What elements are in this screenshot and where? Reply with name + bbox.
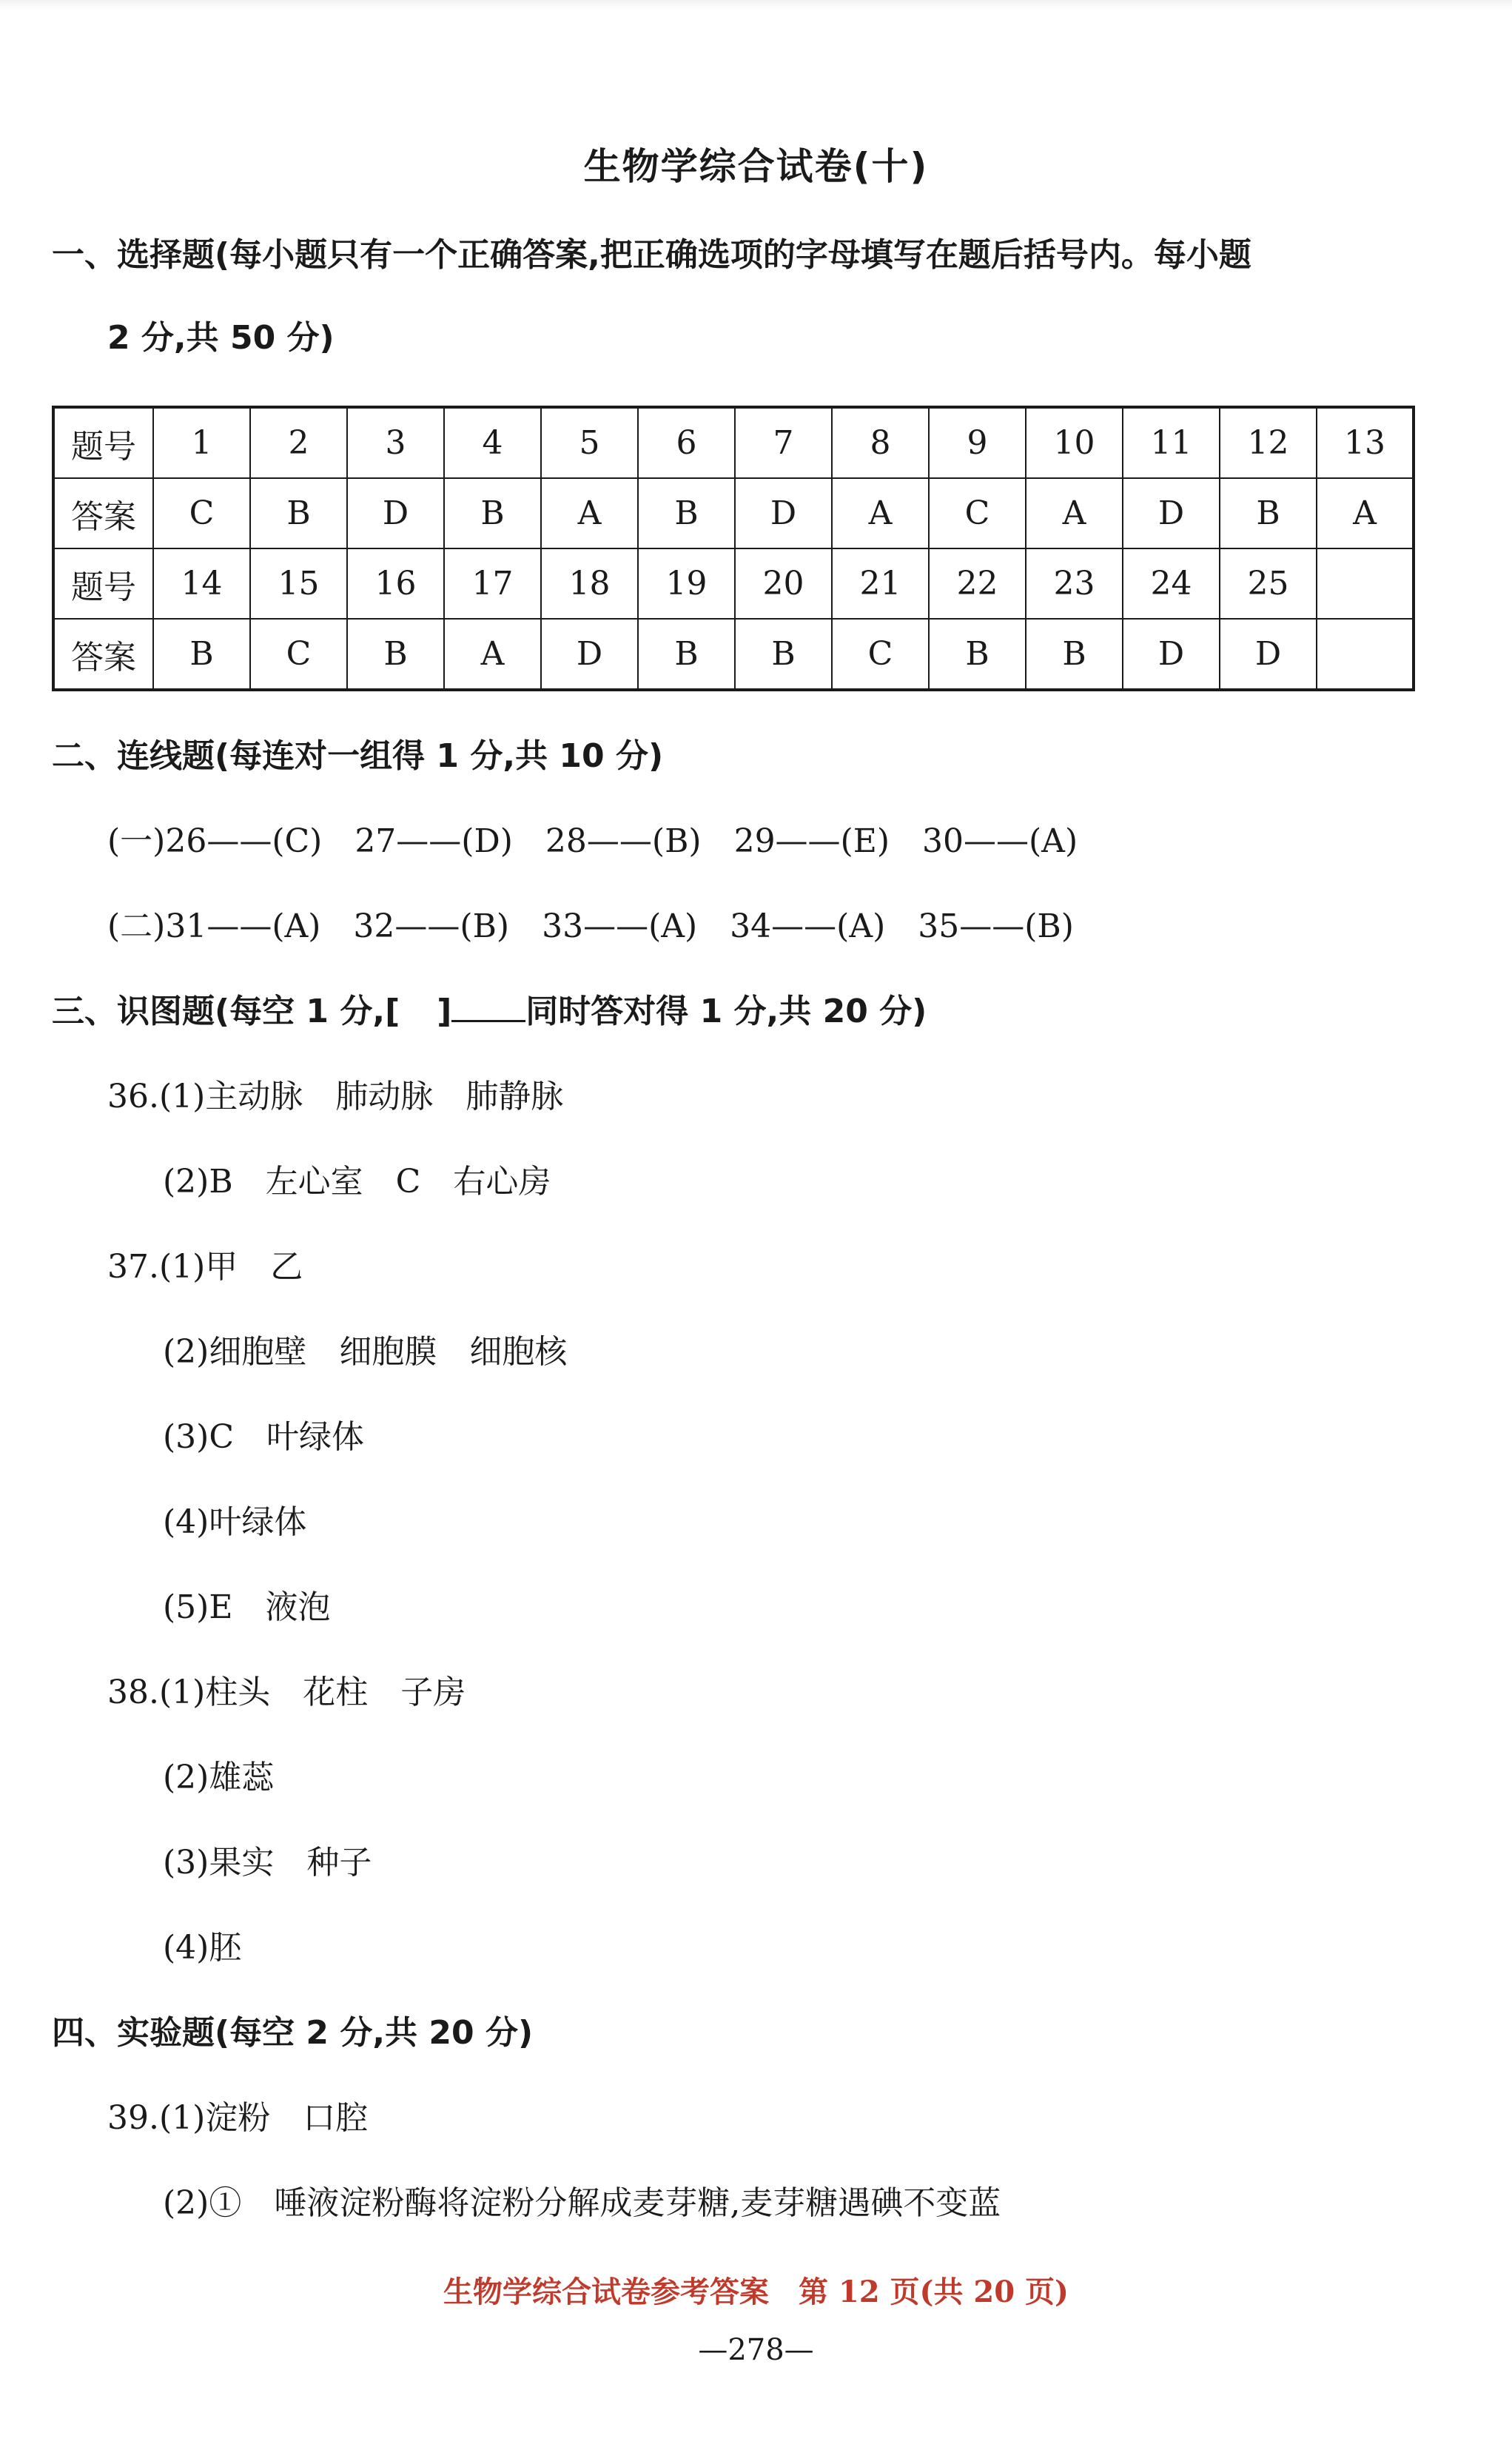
table-cell: 6: [638, 407, 735, 478]
scan-top-edge: [0, 0, 1512, 10]
question-number-row: [53, 548, 1414, 619]
table-cell: B: [444, 478, 541, 548]
table-cell: D: [735, 478, 832, 548]
answer-line: (2)① 唾液淀粉酶将淀粉分解成麦芽糖,麦芽糖遇碘不变蓝: [163, 2184, 1001, 2222]
table-cell: 9: [929, 407, 1026, 478]
answer-line: 39.(1)淀粉 口腔: [107, 2099, 369, 2137]
answer-line: (4)胚: [163, 1929, 242, 1967]
table-cell: B: [1026, 619, 1123, 690]
table-cell: [1317, 619, 1414, 690]
table-cell: 8: [832, 407, 929, 478]
table-cell: 5: [541, 407, 638, 478]
table-cell: B: [638, 478, 735, 548]
section3-heading-a: 三、识图题(每空 1 分,[: [52, 993, 400, 1030]
page-number: —278—: [698, 2333, 814, 2367]
table-cell: B: [250, 478, 347, 548]
answer-line: (2)B 左心室 C 右心房: [163, 1163, 551, 1201]
table-cell: A: [444, 619, 541, 690]
answer-line: (3)C 叶绿体: [163, 1418, 364, 1456]
table-cell: 2: [250, 407, 347, 478]
table-cell: D: [347, 478, 444, 548]
matching-line-1: (一)26——(C) 27——(D) 28——(B) 29——(E) 30——(A): [107, 822, 1078, 860]
table-cell: B: [638, 619, 735, 690]
matching-line-2: (二)31——(A) 32——(B) 33——(A) 34——(A) 35——(B): [107, 907, 1074, 945]
answer-row: [53, 478, 1414, 548]
page-footer: 生物学综合试卷参考答案 第 12 页(共 20 页): [443, 2275, 1069, 2309]
table-cell: 11: [1123, 407, 1220, 478]
table-cell: B: [929, 619, 1026, 690]
table-cell: 14: [153, 548, 250, 619]
table-cell: C: [929, 478, 1026, 548]
table-cell: 15: [250, 548, 347, 619]
table-cell: 10: [1026, 407, 1123, 478]
table-cell: 12: [1220, 407, 1317, 478]
table-cell: 19: [638, 548, 735, 619]
table-cell: 4: [444, 407, 541, 478]
table-cell: B: [735, 619, 832, 690]
table-cell: 22: [929, 548, 1026, 619]
row-label: 题号: [53, 407, 153, 478]
section2-heading: 二、连线题(每连对一组得 1 分,共 10 分): [52, 737, 664, 775]
answer-row: [53, 619, 1414, 690]
section3-heading-c: 同时答对得 1 分,共 20 分): [525, 993, 927, 1030]
table-cell: B: [347, 619, 444, 690]
table-cell: 18: [541, 548, 638, 619]
section4-heading: 四、实验题(每空 2 分,共 20 分): [52, 2014, 534, 2052]
row-label: 题号: [53, 548, 153, 619]
blank-underline: [451, 990, 525, 1022]
answer-line: (5)E 液泡: [163, 1588, 331, 1626]
table-cell: A: [1317, 478, 1414, 548]
table-cell: 20: [735, 548, 832, 619]
table-cell: 24: [1123, 548, 1220, 619]
table-cell: B: [153, 619, 250, 690]
table-cell: A: [541, 478, 638, 548]
table-cell: 23: [1026, 548, 1123, 619]
table-cell: C: [832, 619, 929, 690]
table-cell: 25: [1220, 548, 1317, 619]
row-label: 答案: [53, 619, 153, 690]
row-label: 答案: [53, 478, 153, 548]
answer-line: (2)雄蕊: [163, 1759, 275, 1796]
table-cell: [1317, 548, 1414, 619]
table-cell: A: [1026, 478, 1123, 548]
section3-heading: [52, 984, 927, 1032]
answer-line: 37.(1)甲 乙: [107, 1248, 303, 1286]
table-cell: D: [1123, 478, 1220, 548]
table-cell: 7: [735, 407, 832, 478]
table-cell: C: [153, 478, 250, 548]
table-cell: 21: [832, 548, 929, 619]
table-cell: D: [541, 619, 638, 690]
table-cell: B: [1220, 478, 1317, 548]
table-cell: 16: [347, 548, 444, 619]
answer-line: (3)果实 种子: [163, 1844, 372, 1882]
table-cell: 17: [444, 548, 541, 619]
page-title: 生物学综合试卷(十): [583, 145, 929, 188]
table-cell: A: [832, 478, 929, 548]
table-cell: D: [1123, 619, 1220, 690]
answer-line: (4)叶绿体: [163, 1503, 307, 1541]
table-cell: C: [250, 619, 347, 690]
table-cell: D: [1220, 619, 1317, 690]
table-cell: 13: [1317, 407, 1414, 478]
table-cell: 1: [153, 407, 250, 478]
answer-line: 38.(1)柱头 花柱 子房: [107, 1674, 466, 1711]
section1-heading: 一、选择题(每小题只有一个正确答案,把正确选项的字母填写在题后括号内。每小题: [52, 236, 1251, 274]
answer-line: 36.(1)主动脉 肺动脉 肺静脉: [107, 1078, 564, 1115]
answer-table: [52, 406, 1415, 691]
table-cell: 3: [347, 407, 444, 478]
section3-heading-b: ]: [437, 993, 452, 1030]
answer-line: (2)细胞壁 细胞膜 细胞核: [163, 1333, 568, 1371]
question-number-row: [53, 407, 1414, 478]
section1-heading-cont: 2 分,共 50 分): [107, 319, 335, 357]
